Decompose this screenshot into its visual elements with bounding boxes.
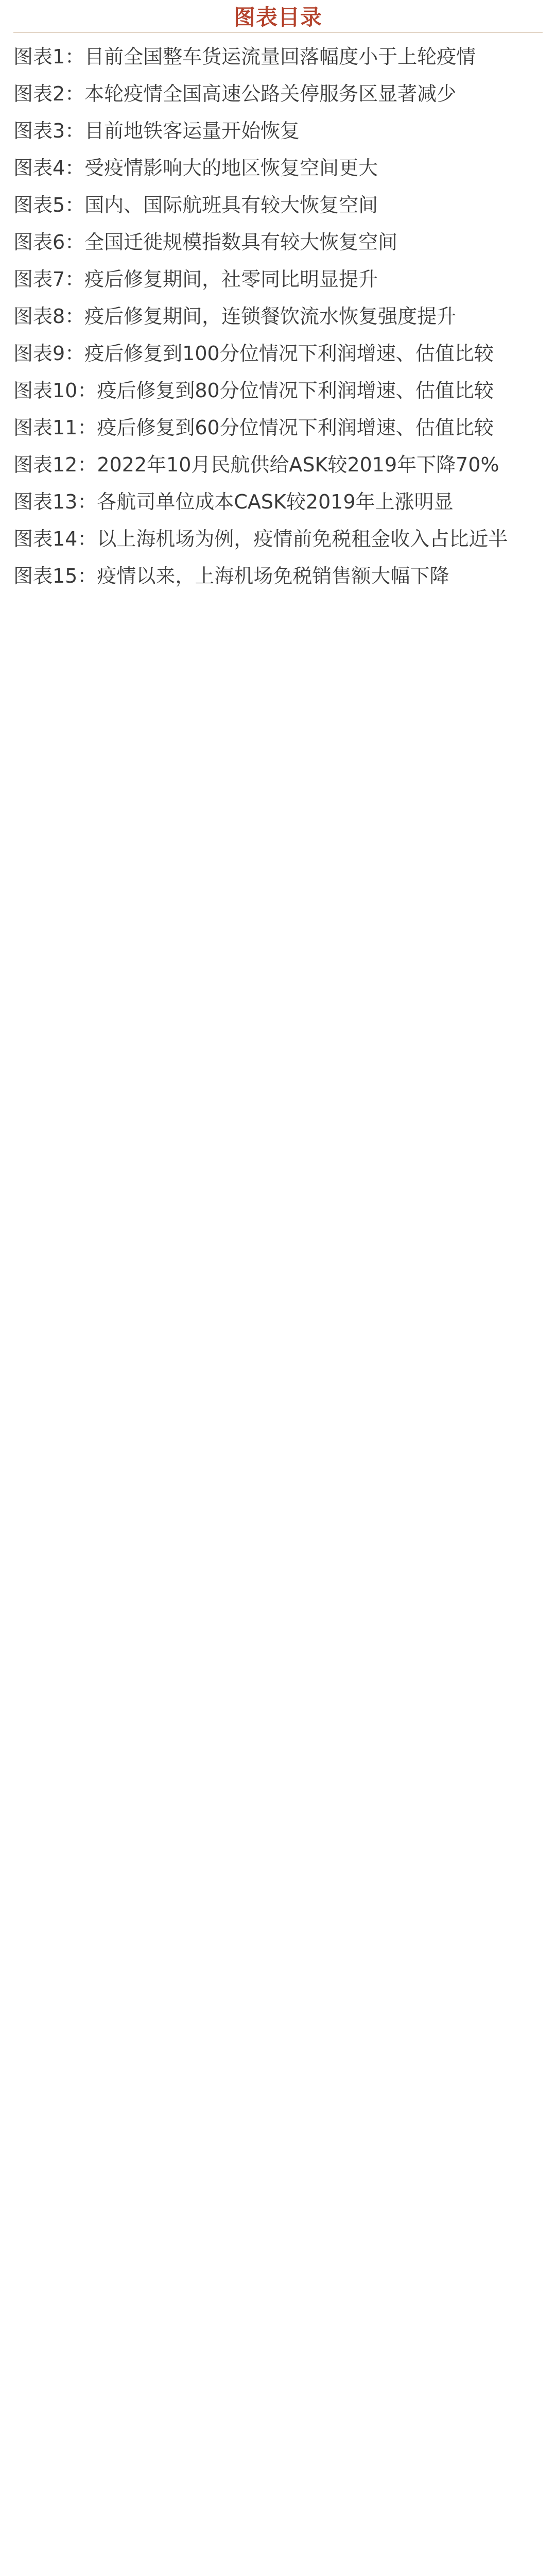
list-item: 图表2：本轮疫情全国高速公路关停服务区显著减少 — [13, 82, 457, 105]
heading-bar — [13, 0, 543, 33]
list-item: 图表5：国内、国际航班具有较大恢复空间 — [13, 194, 378, 216]
list-item: 图表7：疫后修复期间，社零同比明显提升 — [13, 268, 378, 291]
list-item: 图表6：全国迁徙规模指数具有较大恢复空间 — [13, 231, 398, 253]
list-item: 图表1：目前全国整车货运流量回落幅度小于上轮疫情 — [13, 45, 476, 68]
list-item: 图表8：疫后修复期间，连锁餐饮流水恢复强度提升 — [13, 305, 457, 328]
list-item: 图表14：以上海机场为例，疫情前免税租金收入占比近半 — [13, 528, 508, 550]
list-item: 图表15：疫情以来，上海机场免税销售额大幅下降 — [13, 565, 449, 587]
list-item: 图表12：2022年10月民航供给ASK较2019年下降70% — [13, 453, 499, 476]
list-item: 图表4：受疫情影响大的地区恢复空间更大 — [13, 157, 378, 179]
figure-list — [13, 33, 543, 595]
list-item: 图表3：目前地铁客运量开始恢复 — [13, 120, 300, 142]
page-title: 图表目录 — [233, 5, 322, 30]
list-item: 图表10：疫后修复到80分位情况下利润增速、估值比较 — [13, 379, 494, 402]
list-item: 图表9：疫后修复到100分位情况下利润增速、估值比较 — [13, 342, 494, 365]
list-item: 图表11：疫后修复到60分位情况下利润增速、估值比较 — [13, 416, 494, 439]
list-item: 图表13：各航司单位成本CASK较2019年上涨明显 — [13, 490, 454, 513]
